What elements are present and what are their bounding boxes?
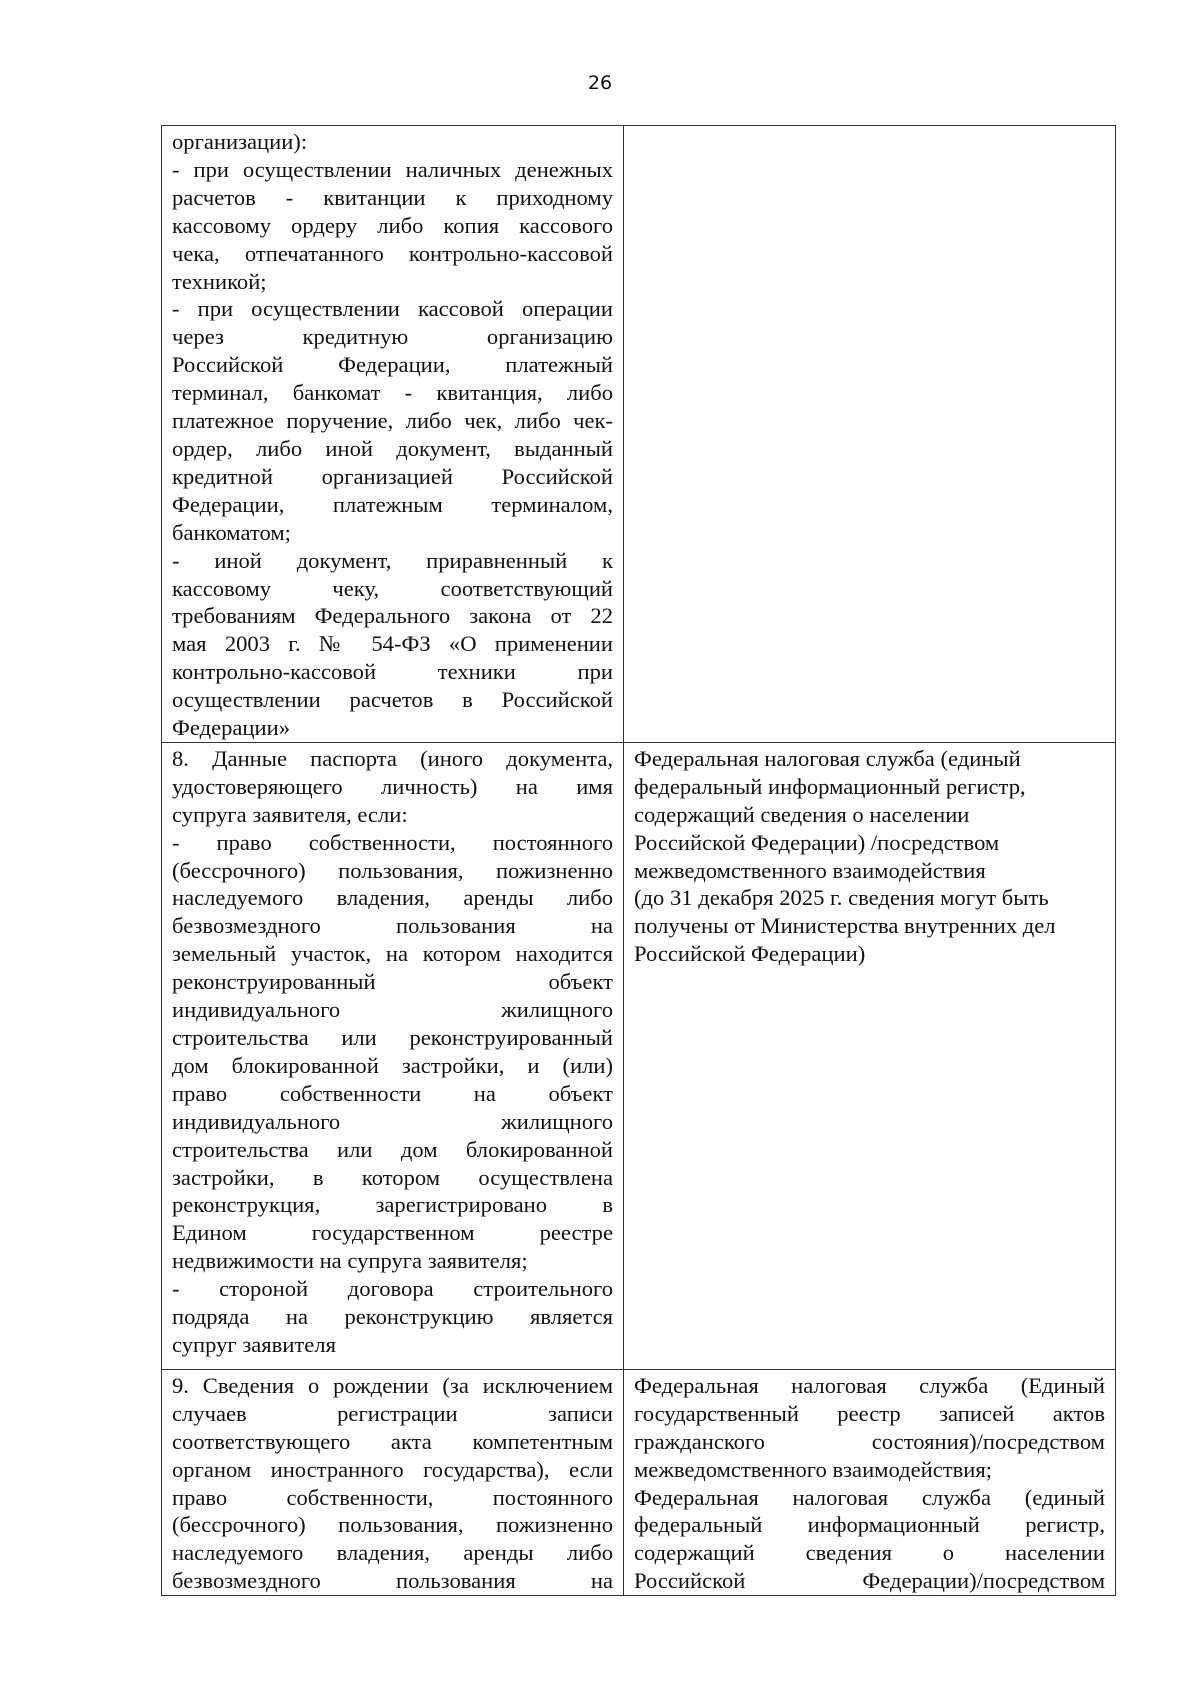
text-line: право собственности на объект <box>172 1080 613 1106</box>
text-line: кассовому чеку, соответствующий <box>172 575 613 601</box>
text-line: содержащий сведения о населении <box>634 1540 1105 1566</box>
cell-left <box>162 742 624 1369</box>
text-line: межведомственного взаимодействия; <box>634 1456 993 1482</box>
text-line: строительства или реконструированный <box>172 1025 613 1050</box>
text-line: терминал, банкомат - квитанция, либо <box>172 380 613 406</box>
text-line: через кредитную организацию <box>172 324 613 350</box>
text-line: Федеральная налоговая служба (единый <box>634 1484 1105 1510</box>
text-line: - стороной договора строительного <box>172 1276 613 1302</box>
text-line: Едином государственном реестре <box>172 1220 613 1246</box>
text-line: индивидуального жилищного <box>172 1108 613 1134</box>
text-line: платежное поручение, либо чек, либо чек- <box>172 408 613 434</box>
text-line: соответствующего акта компетентным <box>172 1428 613 1454</box>
cell-right <box>624 1369 1116 1595</box>
document-table <box>161 125 1116 1596</box>
text-line: организации): <box>172 129 308 154</box>
text-line: наследуемого владения, аренды либо <box>172 885 613 911</box>
text-line: кредитной организацией Российской <box>172 463 613 489</box>
text-line: - иной документ, приравненный к <box>172 547 613 573</box>
text-line: контрольно-кассовой техники при <box>172 659 613 685</box>
text-line: получены от Министерства внутренних дел <box>634 913 1056 939</box>
text-line: федеральный информационный регистр, <box>634 1512 1105 1538</box>
text-line: право собственности, постоянного <box>172 1484 613 1510</box>
text-line: федеральный информационный регистр, <box>634 773 1026 799</box>
cell-left <box>162 1369 624 1595</box>
text-line: государственный реестр записей актов <box>634 1400 1105 1426</box>
text-line: случаев регистрации записи <box>172 1400 613 1426</box>
text-line: 8. Данные паспорта (иного документа, <box>172 745 613 771</box>
text-line: Федеральная налоговая служба (Единый <box>634 1372 1105 1398</box>
text-line: наследуемого владения, аренды либо <box>172 1540 613 1566</box>
text-line: требованиям Федерального закона от 22 <box>172 603 613 629</box>
text-line: - при осуществлении наличных денежных <box>172 156 613 182</box>
cell-right <box>624 126 1116 743</box>
text-line: Федеральная налоговая служба (единый <box>634 745 1021 771</box>
text-line: банкоматом; <box>172 519 291 545</box>
text-line: чека, отпечатанного контрольно-кассовой <box>172 240 613 266</box>
text-line: земельный участок, на котором находится <box>172 941 613 967</box>
text-line: безвозмездного пользования на <box>172 1568 613 1594</box>
text-line: ордер, либо иной документ, выданный <box>172 435 613 461</box>
table-row <box>162 126 1116 743</box>
text-line: - при осуществлении кассовой операции <box>172 296 613 322</box>
text-line: содержащий сведения о населении <box>634 801 970 827</box>
text-line: удостоверяющего личность) на имя <box>172 773 613 799</box>
text-line: строительства или дом блокированной <box>172 1136 613 1162</box>
table-row <box>162 742 1116 1369</box>
text-line: Российской Федерации)/посредством <box>634 1568 1105 1594</box>
text-line: индивидуального жилищного <box>172 997 613 1023</box>
text-line: осуществлении расчетов в Российской <box>172 687 613 713</box>
text-line: органом иностранного государства), если <box>172 1456 613 1482</box>
text-line: расчетов - квитанции к приходному <box>172 184 613 210</box>
cell-left <box>162 126 624 743</box>
text-line: супруг заявителя <box>172 1331 337 1357</box>
text-line: реконструированный объект <box>172 969 613 995</box>
text-line: супруга заявителя, если: <box>172 801 408 827</box>
text-line: мая 2003 г. № 54-ФЗ «О применении <box>172 631 613 657</box>
text-line: Российской Федерации) <box>634 941 866 967</box>
text-line: (до 31 декабря 2025 г. сведения могут быть <box>634 885 1049 911</box>
text-line: Федерации» <box>172 715 290 741</box>
text-line: Российской Федерации) /посредством <box>634 829 1000 855</box>
text-line: гражданского состояния)/посредством <box>634 1428 1105 1454</box>
text-line: техникой; <box>172 268 267 294</box>
text-line: (бессрочного) пользования, пожизненно <box>172 857 613 883</box>
text-line: недвижимости на супруга заявителя; <box>172 1248 528 1274</box>
cell-right <box>624 742 1116 1369</box>
text-line: - право собственности, постоянного <box>172 829 613 855</box>
text-line: дом блокированной застройки, и (или) <box>172 1052 613 1078</box>
text-line: кассовому ордеру либо копия кассового <box>172 212 613 238</box>
text-line: (бессрочного) пользования, пожизненно <box>172 1512 613 1538</box>
text-line: межведомственного взаимодействия <box>634 857 986 883</box>
text-line: застройки, в котором осуществлена <box>172 1164 613 1190</box>
page-number: 26 <box>587 72 613 94</box>
text-line: реконструкция, зарегистрировано в <box>172 1192 613 1218</box>
text-line: безвозмездного пользования на <box>172 913 613 939</box>
table-row <box>162 1369 1116 1595</box>
text-line: Федерации, платежным терминалом, <box>172 491 613 517</box>
text-line: подряда на реконструкцию является <box>172 1304 613 1330</box>
text-line: 9. Сведения о рождении (за исключением <box>172 1372 613 1398</box>
text-line: Российской Федерации, платежный <box>172 352 613 378</box>
